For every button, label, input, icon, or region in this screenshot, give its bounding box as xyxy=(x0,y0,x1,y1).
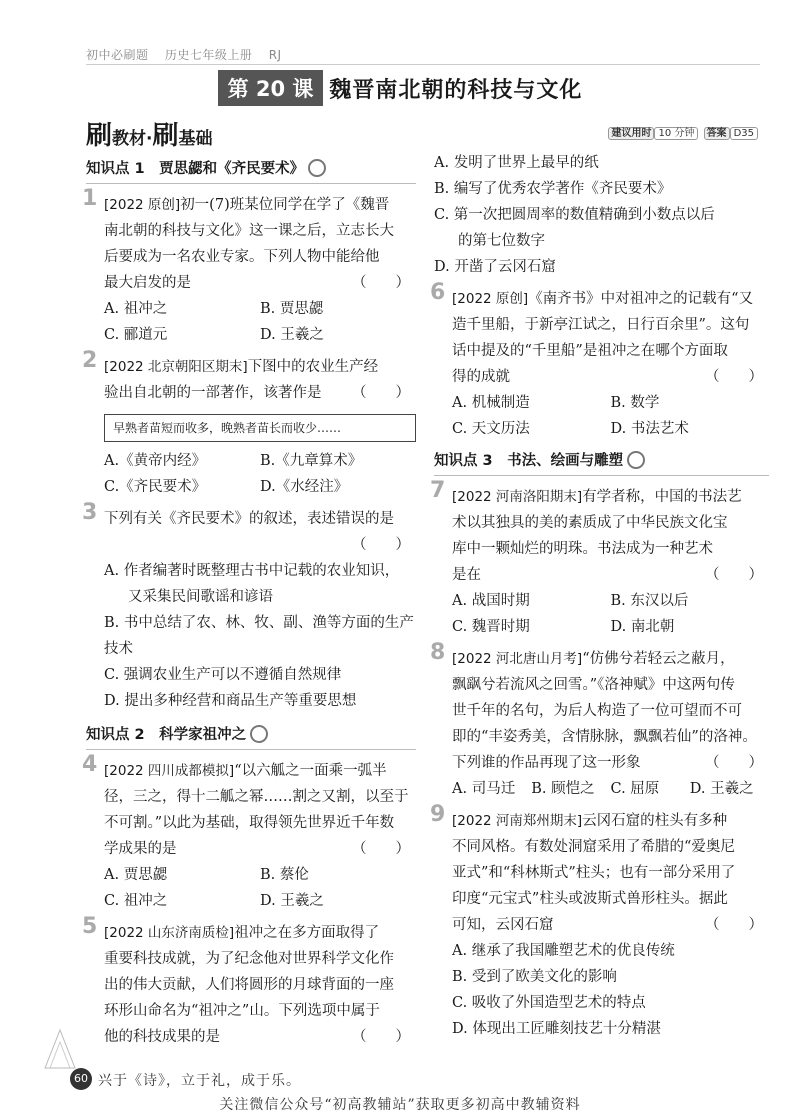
option-b[interactable]: B. 东汉以后 xyxy=(610,593,689,609)
question-text: 即的“丰姿秀美，含情脉脉，飘飘若仙”的洛神。 xyxy=(452,729,757,745)
option-a[interactable]: A. 机械制造 xyxy=(452,395,530,411)
kp1-title: 知识点 1 贾思勰和《齐民要术》 xyxy=(86,161,305,177)
question-text: 下列谁的作品再现了这一形象 xyxy=(452,755,641,771)
question-text: 飘飖兮若流风之回雪。”《洛神赋》中这两句传 xyxy=(452,677,735,693)
target-icon xyxy=(308,159,326,177)
options xyxy=(452,390,769,442)
question-text: 径，三之，得十二觚之幂……割之又割，以至于 xyxy=(104,789,409,805)
option-d[interactable]: D.《水经注》 xyxy=(260,479,349,495)
option-a[interactable]: A. 发明了世界上最早的纸 xyxy=(434,155,599,171)
knowledge-point-1 xyxy=(86,156,416,184)
option-d[interactable]: D. 南北朝 xyxy=(610,619,675,635)
option-d[interactable]: D. 王羲之 xyxy=(260,327,324,343)
option-c[interactable]: C. 郦道元 xyxy=(104,327,168,343)
footer-motto: 兴于《诗》，立于礼，成于乐。 xyxy=(98,1073,301,1089)
option-b[interactable]: B. 蔡伦 xyxy=(260,867,309,883)
quote-box: 早熟者苗短而收多，晚熟者苗长而收少…… xyxy=(104,414,416,442)
option-d[interactable]: D. 开凿了云冈石窟 xyxy=(434,259,556,275)
question-text: 印度“元宝式”柱头或波斯式兽形柱头。据此 xyxy=(452,891,728,907)
option-c[interactable]: C. 魏晋时期 xyxy=(452,619,530,635)
question-text: 环形山命名为“祖冲之”山。下列选项中属于 xyxy=(104,1003,380,1019)
question-number: 2 xyxy=(82,348,98,373)
option-a[interactable]: A.《黄帝内经》 xyxy=(104,453,207,469)
options xyxy=(452,776,769,802)
question-text: 重要科技成就，为了纪念他对世界科学文化作 xyxy=(104,951,394,967)
question-text: 他的科技成果的是 xyxy=(104,1029,220,1045)
question-text: 最大启发的是 xyxy=(104,275,191,291)
kp2-title: 知识点 2 科学家祖冲之 xyxy=(86,727,247,743)
question-7 xyxy=(430,478,769,640)
option-b[interactable]: B. 贾思勰 xyxy=(260,301,324,317)
option-b[interactable]: B.《九章算术》 xyxy=(260,453,363,469)
bottom-note: 关注微信公众号“初高教辅站”获取更多初高中教辅资料 xyxy=(219,1097,581,1113)
options xyxy=(104,862,416,914)
option-a[interactable]: A. 继承了我国雕塑艺术的优良传统 xyxy=(452,943,675,959)
subject-name: 历史七年级上册 xyxy=(164,48,253,62)
option-d[interactable]: D. 书法艺术 xyxy=(610,421,689,437)
question-text: 南北朝的科技与文化》这一课之后，立志长大 xyxy=(104,223,394,239)
option-c[interactable]: C. 吸收了外国造型艺术的特点 xyxy=(452,995,646,1011)
option-d[interactable]: D. 体现出工匠雕刻技艺十分精湛 xyxy=(452,1021,661,1037)
kp3-title: 知识点 3 书法、绘画与雕塑 xyxy=(434,453,624,469)
time-label: 建议用时 xyxy=(608,127,654,140)
answer-blank[interactable]: （ ） xyxy=(352,385,410,401)
question-number: 3 xyxy=(82,500,98,525)
answer-blank[interactable]: （ ） xyxy=(705,567,763,583)
option-c[interactable]: C. 天文历法 xyxy=(452,421,530,437)
question-text: 云冈石窟的柱头有多种 xyxy=(582,813,728,829)
option-a[interactable]: A. 祖冲之 xyxy=(104,301,168,317)
option-a[interactable]: A. 司马迁 xyxy=(452,781,516,797)
question-4 xyxy=(82,752,416,914)
option-a-cont: 又采集民间歌谣和谚语 xyxy=(128,589,273,605)
question-text: 学成果的是 xyxy=(104,841,177,857)
question-source: [2022 四川成都模拟] xyxy=(104,763,235,779)
section-label-2: 基础 xyxy=(178,129,213,149)
option-c-cont: 的第七位数字 xyxy=(458,233,545,249)
target-icon xyxy=(627,451,645,469)
question-text: 下图中的农业生产经 xyxy=(247,359,379,375)
question-text: 不同风格。有数处洞窟采用了希腊的“爱奥尼 xyxy=(452,839,735,855)
question-text: “以六觚之一面乘一弧半 xyxy=(234,763,387,779)
edition: RJ xyxy=(268,48,282,62)
question-source: [2022 河北唐山月考] xyxy=(452,651,583,667)
question-source: [2022 河南郑州期末] xyxy=(452,813,583,829)
header-divider xyxy=(86,64,760,65)
option-a[interactable]: A. 贾思勰 xyxy=(104,867,168,883)
series-name: 初中必刷题 xyxy=(86,48,149,62)
question-9 xyxy=(430,802,769,1042)
option-b[interactable]: B. 数学 xyxy=(610,395,660,411)
section-label-1: 教材 xyxy=(112,129,147,149)
answer-blank[interactable]: （ ） xyxy=(352,841,410,857)
question-text: 初一(7)班某位同学在学了《魏晋 xyxy=(180,197,390,213)
right-column xyxy=(430,150,769,1042)
question-text: 可知，云冈石窟 xyxy=(452,917,554,933)
question-number: 9 xyxy=(430,802,446,827)
knowledge-point-2 xyxy=(86,722,416,750)
option-b[interactable]: B. 书中总结了农、林、牧、副、渔等方面的生产技术 xyxy=(104,615,414,657)
question-text: 不可割。”以此为基础，取得领先世界近千年数 xyxy=(104,815,395,831)
options xyxy=(104,296,416,348)
brush-char-2: 刷 xyxy=(152,121,179,151)
answer-value: D35 xyxy=(730,127,758,140)
question-number: 7 xyxy=(430,478,446,503)
question-source: [2022 河南洛阳期末] xyxy=(452,489,583,505)
option-d[interactable]: D. 王羲之 xyxy=(689,781,754,797)
option-c[interactable]: C. 强调农业生产可以不遵循自然规律 xyxy=(104,667,342,683)
option-c[interactable]: C. 屈原 xyxy=(610,781,660,797)
question-5 xyxy=(82,914,416,1050)
option-b[interactable]: B. 顾恺之 xyxy=(531,781,595,797)
question-text: 下列有关《齐民要术》的叙述，表述错误的是 xyxy=(104,511,394,527)
question-text: 祖冲之在多方面取得了 xyxy=(234,925,380,941)
option-d[interactable]: D. 王羲之 xyxy=(260,893,324,909)
options xyxy=(104,448,416,500)
question-3 xyxy=(82,500,416,714)
decorative-sketch-icon xyxy=(40,1020,80,1070)
options xyxy=(452,588,769,640)
option-c[interactable]: C. 第一次把圆周率的数值精确到小数点以后 xyxy=(434,207,715,223)
option-c[interactable]: C.《齐民要术》 xyxy=(104,479,207,495)
option-b[interactable]: B. 受到了欧美文化的影响 xyxy=(452,969,617,985)
question-text: 亚式”和“科林斯式”柱头；也有一部分采用了 xyxy=(452,865,736,881)
brush-char-1: 刷 xyxy=(86,121,113,151)
question-text: 后要成为一名农业专家。下列人物中能给他 xyxy=(104,249,380,265)
answer-blank[interactable]: （ ） xyxy=(352,537,410,553)
question-source: [2022 山东济南质检] xyxy=(104,925,235,941)
question-text: 得的成就 xyxy=(452,369,510,385)
question-number: 4 xyxy=(82,752,98,777)
lesson-number: 第 20 课 xyxy=(218,70,324,106)
question-text: 有学者称，中国的书法艺 xyxy=(582,489,742,505)
question-8 xyxy=(430,640,769,802)
question-number: 5 xyxy=(82,914,98,939)
answer-blank[interactable]: （ ） xyxy=(705,369,763,385)
section-title xyxy=(86,115,213,152)
option-d[interactable]: D. 提出多种经营和商品生产等重要思想 xyxy=(104,693,357,709)
question-number: 6 xyxy=(430,280,446,305)
option-c[interactable]: C. 祖冲之 xyxy=(104,893,168,909)
question-1 xyxy=(82,186,416,348)
question-source: [2022 北京朝阳区期末] xyxy=(104,359,248,375)
question-text: 话中提及的“千里船”是祖冲之在哪个方面取 xyxy=(452,343,728,359)
answer-blank[interactable]: （ ） xyxy=(352,275,410,291)
lesson-name: 魏晋南北朝的科技与文化 xyxy=(329,77,583,103)
section-meta xyxy=(608,124,760,139)
page-number: 60 xyxy=(70,1068,92,1090)
option-b[interactable]: B. 编写了优秀农学著作《齐民要术》 xyxy=(434,181,672,197)
answer-blank[interactable]: （ ） xyxy=(705,755,763,771)
question-text: 世千年的名句，为后人构造了一位可望而不可 xyxy=(452,703,742,719)
option-a[interactable]: A. 作者编著时既整理古书中记载的农业知识， xyxy=(104,563,400,579)
question-text: 出的伟大贡献，人们将圆形的月球背面的一座 xyxy=(104,977,394,993)
question-text: “仿佛兮若轻云之蔽月， xyxy=(582,651,735,667)
question-text: 是在 xyxy=(452,567,481,583)
time-value: 10 分钟 xyxy=(654,127,698,140)
target-icon xyxy=(250,725,268,743)
question-text: 术以其独具的美的素质成了中华民族文化宝 xyxy=(452,515,728,531)
question-source: [2022 原创] xyxy=(104,197,181,213)
question-text: 验出自北朝的一部著作，该著作是 xyxy=(104,385,322,401)
question-2 xyxy=(82,348,416,500)
lesson-title xyxy=(0,70,800,106)
book-header xyxy=(86,46,294,63)
question-number: 8 xyxy=(430,640,446,665)
left-column xyxy=(82,150,416,1050)
question-text: 《南齐书》中对祖冲之的记载有“又 xyxy=(528,291,754,307)
question-text: 库中一颗灿烂的明珠。书法成为一种艺术 xyxy=(452,541,713,557)
question-text: 造千里船，于新亭江试之，日行百余里”。这句 xyxy=(452,317,750,333)
question-6 xyxy=(430,280,769,442)
answer-blank[interactable]: （ ） xyxy=(705,917,763,933)
question-5-options xyxy=(434,150,769,280)
answer-label: 答案 xyxy=(704,127,730,140)
answer-blank[interactable]: （ ） xyxy=(352,1029,410,1045)
question-source: [2022 原创] xyxy=(452,291,529,307)
section-dot: · xyxy=(146,129,153,149)
question-number: 1 xyxy=(82,186,98,211)
option-a[interactable]: A. 战国时期 xyxy=(452,593,530,609)
knowledge-point-3 xyxy=(434,448,769,476)
